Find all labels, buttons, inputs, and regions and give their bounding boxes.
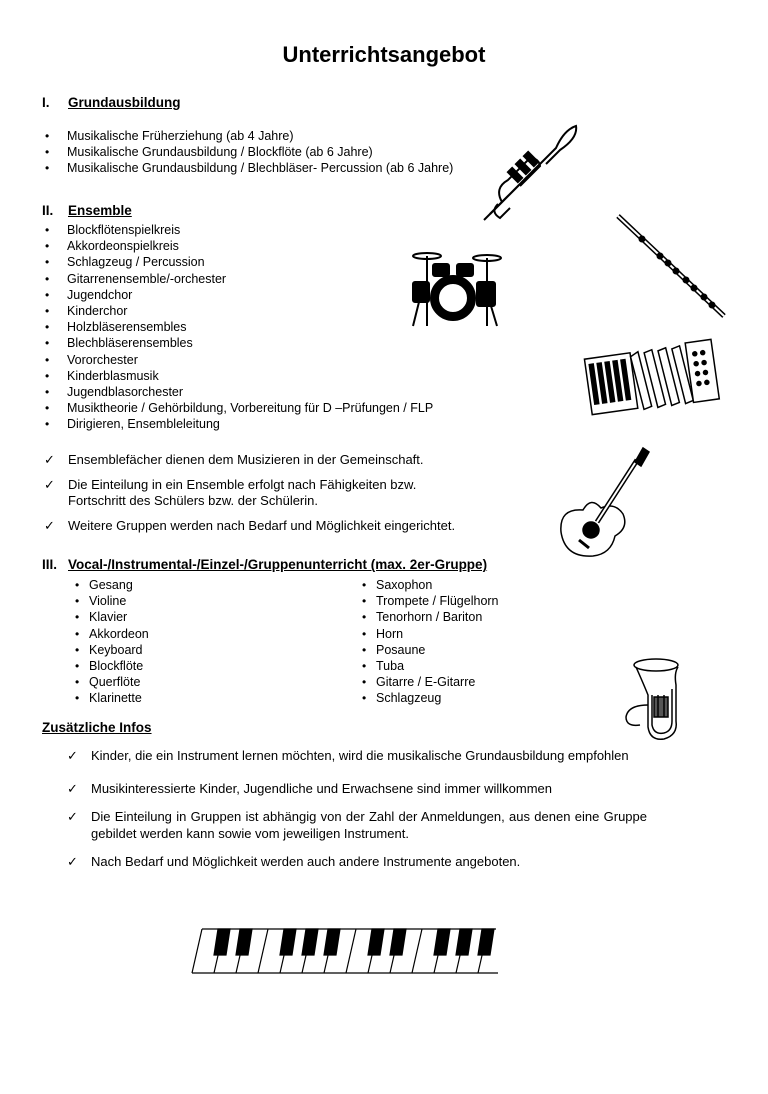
list-item: • Blechbläserensembles xyxy=(40,335,433,351)
list-item: • Posaune xyxy=(360,642,499,658)
list-item: • Dirigieren, Ensembleleitung xyxy=(40,416,433,432)
list-item: • Kinderchor xyxy=(40,303,433,319)
list-item: • Musiktheorie / Gehörbildung, Vorbereitung für D –Prüfungen / FLP xyxy=(40,400,433,416)
page-title: Unterrichtsangebot xyxy=(282,42,486,67)
note-item: ✓ Ensemblefächer dienen dem Musizieren in der Gemeinschaft. xyxy=(42,452,512,469)
section-1-heading: I. Grundausbildung xyxy=(42,95,181,110)
flute-icon xyxy=(612,212,732,322)
list-item: • Jugendblasorchester xyxy=(40,384,433,400)
list-item: • Musikalische Grundausbildung / Blechbläser- Percussion (ab 6 Jahre) xyxy=(40,160,453,176)
list-item: • Keyboard xyxy=(73,642,149,658)
accordion-icon xyxy=(582,340,722,418)
extra-list xyxy=(65,748,647,871)
section-2-heading: II. Ensemble xyxy=(42,203,132,218)
list-item: • Blockflöte xyxy=(73,658,149,674)
info-item: ✓ Kinder, die ein Instrument lernen möchten, wird die musikalische Grundausbildung empfohlen xyxy=(65,748,647,765)
list-item: • Vororchester xyxy=(40,352,433,368)
info-item: ✓ Nach Bedarf und Möglichkeit werden auch andere Instrumente angeboten. xyxy=(65,854,647,871)
list-item: • Jugendchor xyxy=(40,287,433,303)
info-item: ✓ Musikinteressierte Kinder, Jugendliche und Erwachsene sind immer willkommen xyxy=(65,781,647,798)
guitar-icon xyxy=(553,444,653,562)
list-item: • Querflöte xyxy=(73,674,149,690)
list-item: • Gesang xyxy=(73,577,149,593)
tuba-icon xyxy=(618,655,692,743)
list-item: • Gitarrenensemble/-orchester xyxy=(40,271,433,287)
list-item: • Akkordeonspielkreis xyxy=(40,238,433,254)
drum-kit-icon xyxy=(405,248,505,330)
list-item: • Violine xyxy=(73,593,149,609)
section-1-list xyxy=(40,128,453,177)
list-item: • Klarinette xyxy=(73,690,149,706)
list-item: • Schlagzeug xyxy=(360,690,499,706)
list-item: • Musikalische Früherziehung (ab 4 Jahre) xyxy=(40,128,453,144)
trumpet-icon xyxy=(480,122,580,226)
list-item: • Akkordeon xyxy=(73,626,149,642)
list-item: • Kinderblasmusik xyxy=(40,368,433,384)
list-item: • Schlagzeug / Percussion xyxy=(40,254,433,270)
list-item: • Horn xyxy=(360,626,499,642)
list-item: • Saxophon xyxy=(360,577,499,593)
section-2-notes xyxy=(42,452,512,534)
section-3-list-col1 xyxy=(73,577,149,707)
list-item: • Tuba xyxy=(360,658,499,674)
note-item: ✓ Weitere Gruppen werden nach Bedarf und Möglichkeit eingerichtet. xyxy=(42,518,512,535)
section-2-list xyxy=(40,222,433,433)
list-item: • Klavier xyxy=(73,609,149,625)
list-item: • Gitarre / E-Gitarre xyxy=(360,674,499,690)
list-item: • Blockflötenspielkreis xyxy=(40,222,433,238)
list-item: • Holzbläserensembles xyxy=(40,319,433,335)
section-3-heading: III. Vocal-/Instrumental-/Einzel-/Gruppenunterricht (max. 2er-Gruppe) xyxy=(42,557,488,572)
piano-keys-icon xyxy=(186,925,506,977)
extra-heading: Zusätzliche Infos xyxy=(42,720,152,735)
info-item: ✓ Die Einteilung in Gruppen ist abhängig von der Zahl der Anmeldungen, aus denen eine Gruppe gebildet werden kann sowie vom jeweiligen Instrument. xyxy=(65,809,647,842)
list-item: • Trompete / Flügelhorn xyxy=(360,593,499,609)
list-item: • Tenorhorn / Bariton xyxy=(360,609,499,625)
list-item: • Musikalische Grundausbildung / Blockflöte (ab 6 Jahre) xyxy=(40,144,453,160)
section-3-list-col2 xyxy=(360,577,499,707)
note-item: ✓ Die Einteilung in ein Ensemble erfolgt nach Fähigkeiten bzw. Fortschritt des Schülers bzw. der Schülerin. xyxy=(42,477,448,510)
